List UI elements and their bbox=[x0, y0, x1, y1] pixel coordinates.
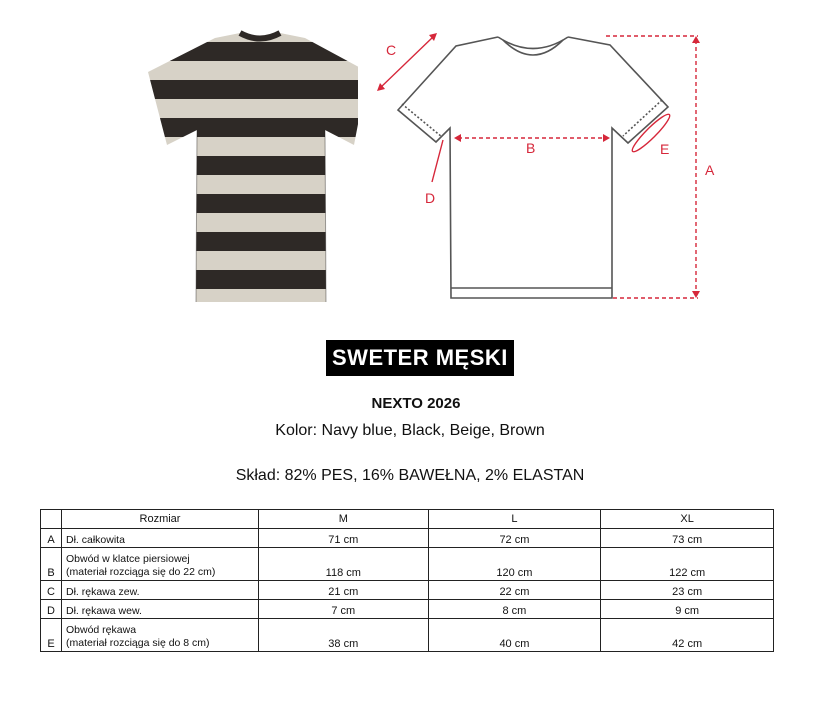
cell-value: 38 cm bbox=[259, 619, 429, 652]
row-code: D bbox=[41, 600, 62, 619]
cell-value: 71 cm bbox=[259, 529, 429, 548]
cell-value: 118 cm bbox=[259, 548, 429, 581]
table-row bbox=[41, 619, 774, 652]
row-label: Dł. rękawa wew. bbox=[62, 600, 259, 619]
label-d: D bbox=[425, 190, 436, 206]
row-label: Dł. całkowita bbox=[62, 529, 259, 548]
cell-value: 21 cm bbox=[259, 581, 429, 600]
header-rozmiar: Rozmiar bbox=[62, 510, 259, 529]
row-label-line2: (materiał rozciąga się do 8 cm) bbox=[66, 637, 210, 649]
row-code: B bbox=[41, 548, 62, 581]
cell-value: 122 cm bbox=[601, 548, 774, 581]
header-code bbox=[41, 510, 62, 529]
row-label bbox=[62, 619, 259, 652]
cell-value: 9 cm bbox=[601, 600, 774, 619]
table-row bbox=[41, 548, 774, 581]
header-size-l: L bbox=[428, 510, 601, 529]
row-label: Dł. rękawa zew. bbox=[62, 581, 259, 600]
composition-line: Skład: 82% PES, 16% BAWEŁNA, 2% ELASTAN bbox=[235, 467, 585, 484]
row-label bbox=[62, 548, 259, 581]
size-chart-table bbox=[40, 509, 774, 652]
color-line: Kolor: Navy blue, Black, Beige, Brown bbox=[275, 422, 545, 439]
cell-value: 120 cm bbox=[428, 548, 601, 581]
row-label-line2: (materiał rozciąga się do 22 cm) bbox=[66, 566, 216, 578]
product-title: SWETER MĘSKI bbox=[326, 340, 514, 376]
label-e: E bbox=[660, 141, 670, 157]
brand-line: NEXTO 2026 bbox=[371, 395, 461, 412]
row-label-line1: Obwód w klatce piersiowej bbox=[66, 553, 190, 565]
cell-value: 23 cm bbox=[601, 581, 774, 600]
label-a: A bbox=[705, 162, 715, 178]
label-c: C bbox=[386, 42, 397, 58]
cell-value: 8 cm bbox=[428, 600, 601, 619]
row-code: E bbox=[41, 619, 62, 652]
table-header-row bbox=[41, 510, 774, 529]
cell-value: 42 cm bbox=[601, 619, 774, 652]
row-code: C bbox=[41, 581, 62, 600]
header-size-xl: XL bbox=[601, 510, 774, 529]
table-row bbox=[41, 581, 774, 600]
cell-value: 22 cm bbox=[428, 581, 601, 600]
cell-value: 7 cm bbox=[259, 600, 429, 619]
row-code: A bbox=[41, 529, 62, 548]
striped-tshirt-image bbox=[140, 30, 380, 310]
row-label-line1: Obwód rękawa bbox=[66, 624, 137, 636]
table-row bbox=[41, 600, 774, 619]
cell-value: 40 cm bbox=[428, 619, 601, 652]
cell-value: 72 cm bbox=[428, 529, 601, 548]
size-measurement-diagram bbox=[358, 0, 726, 322]
table-row bbox=[41, 529, 774, 548]
cell-value: 73 cm bbox=[601, 529, 774, 548]
header-size-m: M bbox=[259, 510, 429, 529]
label-b: B bbox=[526, 140, 536, 156]
